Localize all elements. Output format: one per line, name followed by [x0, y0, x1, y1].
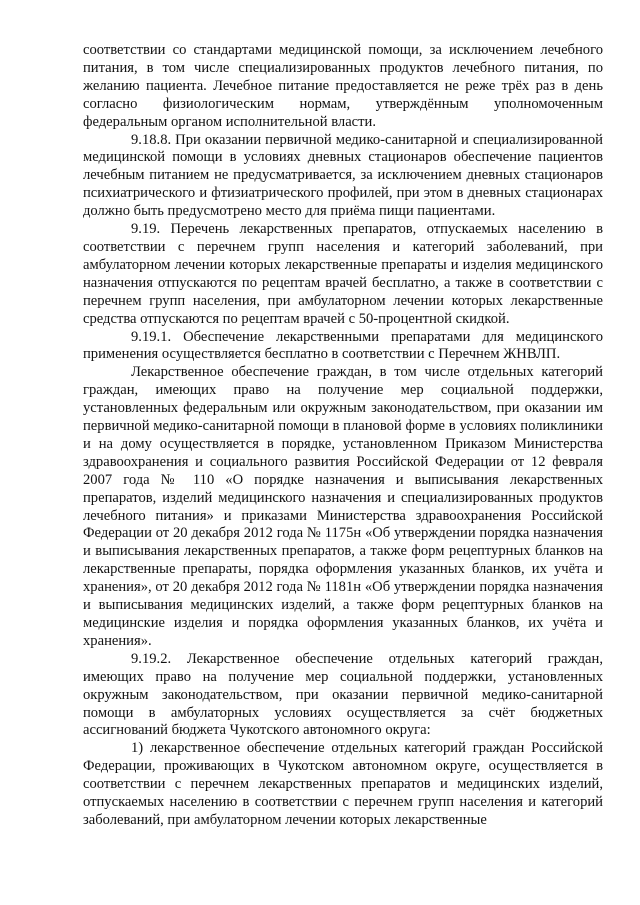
paragraph-9-18-8: 9.18.8. При оказании первичной медико-санитарной и специализированной медицинской помощи в условиях дневных стационаров обеспечение пациентов лечебным питанием не предусматривается, за исключением дневных стационаров психиатрического и фтизиатрического профилей, при этом в дневных стационарах должно быть предусмотрено место для приёма пищи пациентами. — [83, 131, 603, 220]
paragraph-9-19-1: 9.19.1. Обеспечение лекарственными препаратами для медицинского применения осуществляется бесплатно в соответствии с Перечнем ЖНВЛП. — [83, 328, 603, 363]
paragraph-9-19: 9.19. Перечень лекарственных препаратов, отпускаемых населению в соответствии с перечнем групп населения и категорий заболеваний, при амбулаторном лечении которых лекарственные препараты и изделия медицинского назначения отпускаются по рецептам врачей бесплатно, а также в соответствии с перечнем групп населения, при амбулаторном лечении которых лекарственные средства отпускаются по рецептам врачей с 50-процентной скидкой. — [83, 221, 603, 327]
document-page — [83, 42, 603, 830]
paragraph-drug-supply: Лекарственное обеспечение граждан, в том числе отдельных категорий граждан, имеющих право на получение мер социальной поддержки, установленных федеральным или окружным законодательством, при оказании им первичной медико-санитарной помощи в плановой форме в условиях поликлиники и на дому осуществляется в порядке, установленном Приказом Министерства здравоохранения и социального развития Российской Федерации от 12 февраля 2007 года № 110 «О порядке назначения и выписывания лекарственных препаратов, изделий медицинского назначения и специализированных продуктов лечебного питания» и приказами Министерства здравоохранения Российской Федерации от 20 декабря 2012 года № 1175н «Об утверждении порядка назначения и выписывания лекарственных препаратов, а также форм рецептурных бланков на лекарственные препараты, порядка оформления указанных бланков, их учёта и хранения», от 20 декабря 2012 года № 1181н «Об утверждении порядка назначения и выписывания медицинских изделий, а также форм рецептурных бланков на медицинские изделия и порядка оформления указанных бланков, их учёта и хранения». — [83, 364, 603, 649]
paragraph-continuation-9-18-7: соответствии со стандартами медицинской помощи, за исключением лечебного питания, в том числе специализированных продуктов лечебного питания, по желанию пациента. Лечебное питание предоставляется не реже трёх раз в день согласно физиологическим нормам, утверждённым уполномоченным федеральным органом исполнительной власти. — [83, 42, 603, 130]
paragraph-9-19-2: 9.19.2. Лекарственное обеспечение отдельных категорий граждан, имеющих право на получение мер социальной поддержки, установленных окружным законодательством, при оказании первичной медико-санитарной помощи в амбулаторных условиях осуществляется за счёт бюджетных ассигнований бюджета Чукотского автономного округа: — [83, 650, 603, 739]
list-item-1: 1) лекарственное обеспечение отдельных категорий граждан Российской Федерации, проживающих в Чукотском автономном округе, осуществляется в соответствии с перечнем лекарственных препаратов и медицинских изделий, отпускаемых населению в соответствии с перечнем групп населения и категорий заболеваний, при амбулаторном лечении которых лекарственные — [83, 740, 603, 828]
